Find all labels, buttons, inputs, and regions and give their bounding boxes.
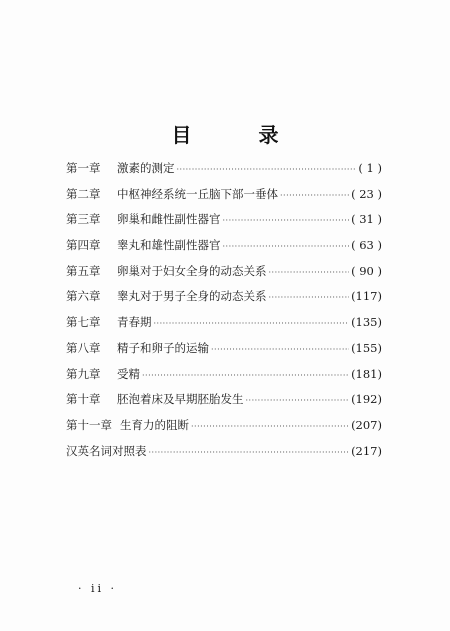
page-number: ( 31 ) bbox=[351, 212, 382, 227]
chapter-number: 第七章 bbox=[66, 315, 101, 330]
chapter-number: 第三章 bbox=[66, 212, 101, 227]
chapter-title: 精子和卵子的运输 bbox=[117, 340, 209, 355]
chapter-number: 第十一章 bbox=[66, 417, 112, 432]
toc-entry-2 bbox=[66, 186, 382, 212]
toc-entry-6 bbox=[66, 288, 382, 314]
page-title: 目 录 bbox=[171, 123, 309, 147]
chapter-title: 生育力的阻断 bbox=[120, 417, 189, 432]
page-number: (135) bbox=[351, 315, 382, 330]
dot-leader bbox=[154, 319, 350, 328]
table-of-contents bbox=[66, 160, 382, 468]
chapter-number: 第四章 bbox=[66, 238, 101, 253]
chapter-number: 第六章 bbox=[66, 289, 101, 304]
toc-entry-7 bbox=[66, 314, 382, 340]
dot-leader bbox=[269, 268, 350, 277]
dot-leader bbox=[191, 422, 349, 431]
chapter-title: 胚泡着床及早期胚胎发生 bbox=[117, 392, 244, 407]
glossary-title: 汉英名词对照表 bbox=[66, 443, 147, 458]
toc-entry-8 bbox=[66, 340, 382, 366]
dot-leader bbox=[269, 293, 350, 302]
page-number: ( 90 ) bbox=[351, 263, 382, 278]
page-number: (117) bbox=[351, 289, 382, 304]
page-number: ( 63 ) bbox=[351, 238, 382, 253]
chapter-title: 卵巢和雌性副性器官 bbox=[117, 212, 221, 227]
chapter-number: 第八章 bbox=[66, 340, 101, 355]
page-number: (155) bbox=[351, 340, 382, 355]
page-footer-number: · ii · bbox=[78, 582, 118, 595]
toc-entry-glossary bbox=[66, 443, 382, 469]
page-number: ( 1 ) bbox=[358, 161, 382, 175]
toc-entry-1 bbox=[66, 160, 382, 186]
chapter-number: 第十章 bbox=[66, 392, 101, 407]
chapter-title: 卵巢对于妇女全身的动态关系 bbox=[117, 263, 267, 278]
chapter-title: 青春期 bbox=[117, 315, 152, 330]
dot-leader bbox=[223, 216, 350, 225]
page-number: (207) bbox=[351, 417, 382, 432]
chapter-number: 第一章 bbox=[66, 161, 101, 175]
dot-leader bbox=[223, 242, 350, 251]
toc-entry-10 bbox=[66, 391, 382, 417]
page-number: (192) bbox=[351, 392, 382, 407]
chapter-number: 第五章 bbox=[66, 263, 101, 278]
chapter-title: 睾丸和雄性副性器官 bbox=[117, 238, 221, 253]
chapter-title: 睾丸对于男子全身的动态关系 bbox=[117, 289, 267, 304]
toc-entry-11 bbox=[66, 417, 382, 443]
dot-leader bbox=[142, 371, 349, 380]
chapter-title: 中枢神经系统一丘脑下部一垂体 bbox=[117, 186, 278, 201]
page-number: (181) bbox=[351, 366, 382, 381]
chapter-number: 第二章 bbox=[66, 186, 101, 201]
page-number: (217) bbox=[351, 443, 382, 458]
toc-entry-9 bbox=[66, 366, 382, 392]
dot-leader bbox=[246, 396, 350, 405]
page-number: ( 23 ) bbox=[351, 186, 382, 201]
chapter-title: 激素的测定 bbox=[117, 161, 175, 175]
chapter-title: 受精 bbox=[117, 366, 140, 381]
dot-leader bbox=[149, 448, 350, 457]
toc-entry-4 bbox=[66, 237, 382, 263]
dot-leader bbox=[280, 191, 349, 200]
dot-leader bbox=[211, 345, 349, 354]
dot-leader bbox=[177, 165, 357, 174]
toc-entry-3 bbox=[66, 211, 382, 237]
chapter-number: 第九章 bbox=[66, 366, 101, 381]
toc-entry-5 bbox=[66, 263, 382, 289]
